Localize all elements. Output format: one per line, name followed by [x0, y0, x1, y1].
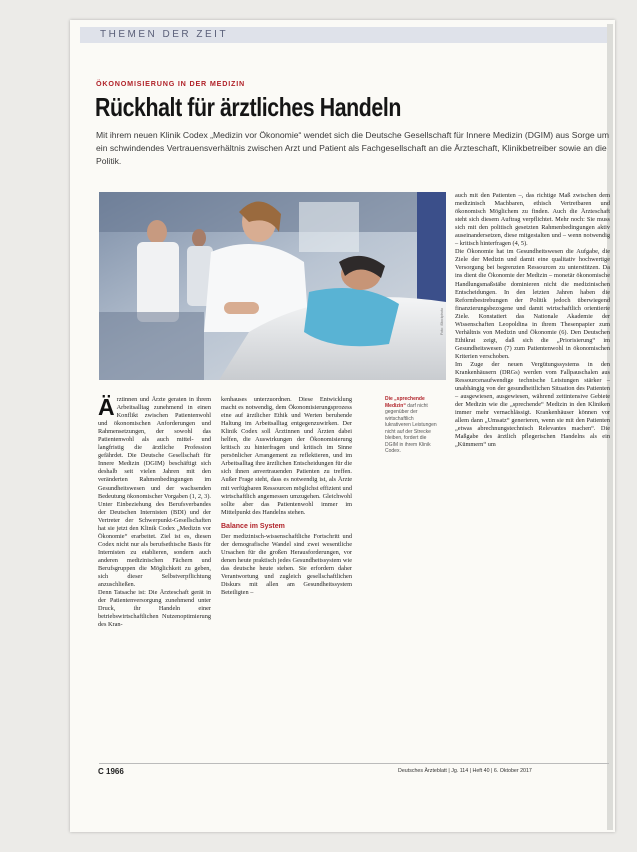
caption-text: darf nicht gegenüber der wirtschaftlich lukrativeren Leistungen nicht auf der Strecke bleiben, fordert die DGIM in ihrem Klinik Codex.: [385, 402, 437, 454]
subheading: Balance im System: [221, 522, 285, 530]
article-column-3: [455, 192, 610, 450]
paragraph: Im Zuge der neuen Vergütungssystems in den Krankenhäusern (DRGs) werden vom Fallpauschalen aus Ressourcenaufwendige technische Leistungen stärker – unabhängig von der gesundheitlichen Situation des Patienten – ausgewiesen, ausgewiesen, während zeitintensive Gebiete der Medizin wie die „sprechende“ Medizin in den Kliniken immer mehr vernachlässigt. Krankenhäuser können vor allem dann „Umsatz“ generieren, wenn sie mit den Patienten „etwas abrechnungstechnisch Relevantes machen“. Die Maßgabe des ärztlich pflegerischen Handelns als ein „Kümmern“ um: [455, 360, 610, 449]
article-title: Rückhalt für ärztliches Handeln: [95, 92, 401, 122]
journal-citation: Deutsches Ärzteblatt | Jg. 114 | Heft 40 | 6. Oktober 2017: [398, 768, 532, 774]
caption-highlight: Die „sprechende Medizin“: [385, 396, 425, 409]
article-photo: [99, 192, 446, 380]
article-kicker: ÖKONOMISIERUNG IN DER MEDIZIN: [96, 79, 245, 88]
paragraph: Der medizinisch-wissenschaftliche Fortschritt und der demografische Wandel sind zwei wesentliche Ursachen für die großen Herausforderungen, vor denen heute praktisch jedes Gesundheitssystem wie das deutsche heute stehen. Sie erfordern daher Verantwortung und zugleich gesellschaftlichen Diskurs mit allen am Gesundheitssystem Beteiligten –: [221, 532, 352, 597]
paragraph: Denn Tatsache ist: Die Ärzteschaft gerät in der Patientenversorgung zunehmend unter Druck, ihr Handeln einer betriebswirtschaftlichen Nutzenoptimierung des Kran-: [98, 589, 211, 629]
article-lead: Mit ihrem neuen Klinik Codex „Medizin vor Ökonomie“ wendet sich die Deutsche Gesellschaft für Innere Medizin (DGIM) aus Sorge um ein schwindendes Vertrauensverhältnis zwischen Arzt und Patient als Fachgesellschaft an die Ärzteschaft, Klinikbetreiber sowie an die Politik.: [96, 130, 609, 166]
article-column-2: [221, 396, 352, 597]
paragraph: Die Ökonomie hat im Gesundheitswesen die Aufgabe, die Ziele der Medizin und damit eine qualitativ hochwertige Versorgung bei begrenzten Ressourcen zu unterstützen. Da ins dient die Ökonomie der Medizin – monetär ökonomische Handlungsmaßstäbe dominieren nicht die medizinischen Entscheidungen. In den letzten Jahren haben die Reformbestrebungen der Politik jedoch überwiegend finanzierungsbezogene und damit wirtschaftlich orientierte Ziele. Konstatiert das Nationale Akademie der Wissenschaften Leopoldina in ihrem Thesenpapier zum Verhältnis von Medizin und Ökonomie (6). Den Deutschen Ethikrat zeigt, daß sich die „Priorisierung“ im Gesundheitswesen (7) zum Patientenwohl in ökonomischen Kriterien verschoben.: [455, 248, 610, 360]
paragraph: auch mit den Patienten –, das richtige Maß zwischen dem medizinisch Machbaren, ethisch Vertretbaren und ökonomisch Möglichem zu finden. Auch die Ärzteschaft steht sich diesem Auftrag verpflichtet. Mehr noch: Sie muss sich mit den politisch gesetzten Rahmenbedingungen aktiv auseinandersetzen, diese mitgestalten und – wenn notwendig – kritisch hinterfragen (4, 5).: [455, 192, 610, 248]
article-column-1: [98, 396, 211, 629]
page-number: C 1966: [98, 767, 124, 776]
paragraph: rztinnen und Ärzte geraten in ihrem Arbeitsalltag zunehmend in einen Konflikt zwischen Patientenwohl und ökonomischen Anforderungen und Rahmensetzungen, der sowohl das Patientenwohl als auch mittel- und langfristig die ärztliche Profession gefährdet. Die Deutsche Gesellschaft für Innere Medizin (DGIM) beschäftigt sich deshalb seit vielen Jahren mit den veränderten Rahmenbedingungen im Gesundheitswesen und der wachsenden Bedeutung ökonomischer Vorgaben (1, 2, 3). Unter Einbeziehung des Berufsverbandes der Deutschen Internisten (BDI) und der Vertreter der Schwerpunkt-Gesellschaften hat sie jetzt den Klinik Codex „Medizin vor Ökonomie“ erarbeitet. Ziel ist es, diesen Codex nicht nur als berufsethische Basis für Internisten zu etablieren, sondern auch anderen medizinischen Fächern und Berufsgruppen die Möglichkeit zu geben, sich dieser Selbstverpflichtung anzuschließen.: [98, 396, 211, 589]
photo-caption: [385, 396, 437, 455]
section-label: THEMEN DER ZEIT: [100, 29, 229, 40]
photo-credit: Foto: iStockphoto: [440, 307, 444, 335]
hospital-scene-image: [99, 192, 446, 380]
paragraph: kenhauses unterzuordnen. Diese Entwicklung macht es notwendig, dem Ökonomisierungsprozess eine auf ärztlicher Ethik und Werten beruhende Haltung im Arbeitsalltag entgegenzuwirken. Der Klinik Codex soll Ärztinnen und Ärzten dabei helfen, die Auswirkungen der Ökonomisierung kritisch zu hinterfragen und kritisch im Sinne persönlicher Arrangement zu reflektieren, und im Arbeitsalltag ihre ärztlichen Entscheidungen für die sich ihnen anvertrauenden Patienten zu treffen. Außer Frage steht, dass es notwendig ist, als Ärzte mit verfügbaren Ressourcen möglichst effizient und wirtschaftlich angemessen umzugehen. Gleichwohl sollte aber das Patientenwohl immer im Mittelpunkt des Handelns stehen.: [221, 396, 352, 516]
footer-rule: [99, 763, 609, 764]
drop-cap: Ä: [98, 394, 115, 420]
